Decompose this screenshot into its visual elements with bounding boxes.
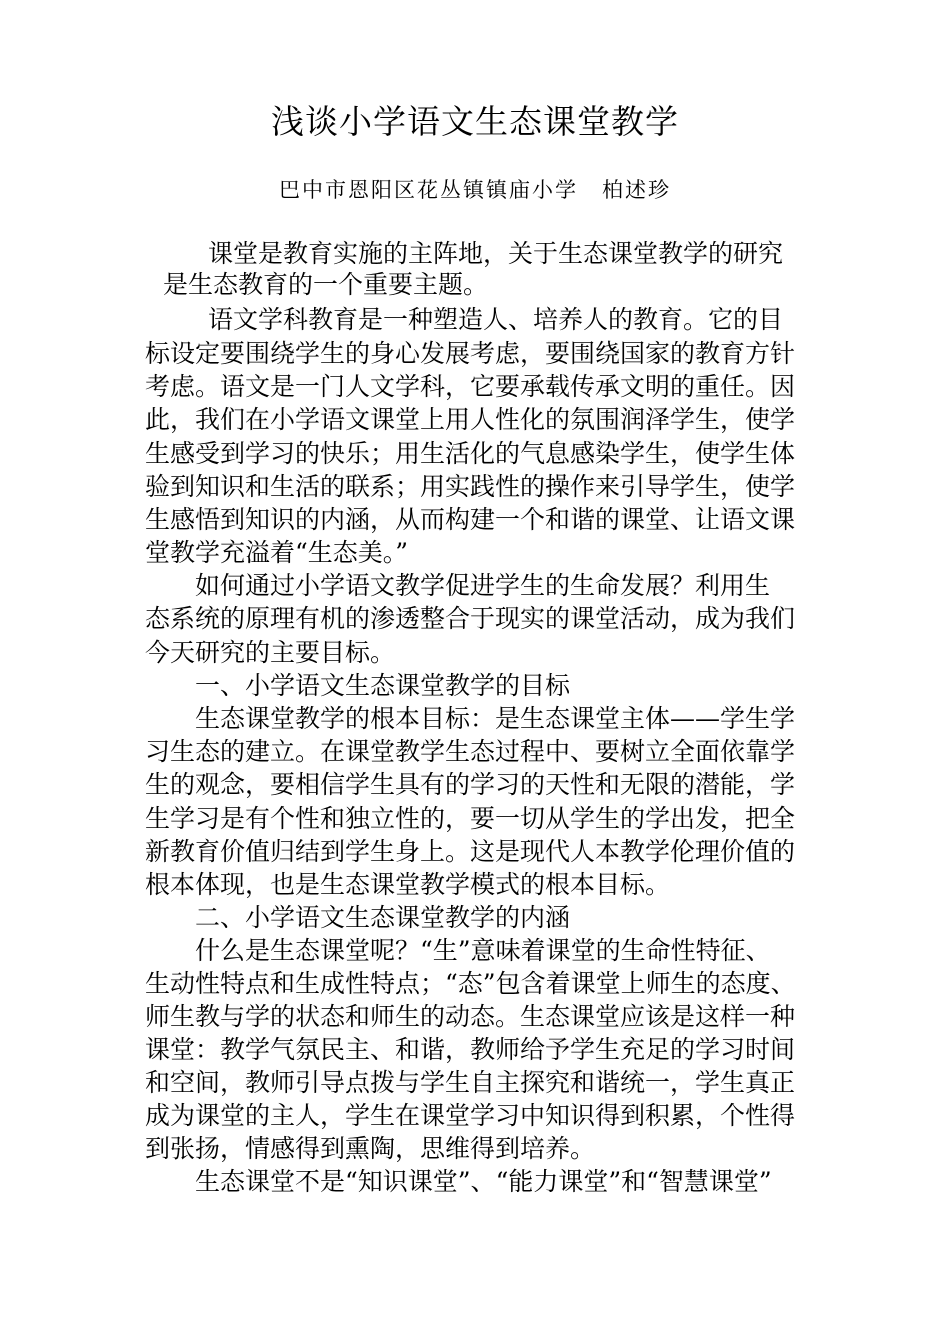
paragraph-line: 根本体现，也是生态课堂教学模式的根本目标。 bbox=[145, 870, 671, 899]
paragraph-line: 态系统的原理有机的渗透整合于现实的课堂活动，成为我们 bbox=[145, 604, 796, 633]
paragraph-line: 生学习是有个性和独立性的，要一切从学生的学出发，把全 bbox=[145, 804, 796, 833]
paragraph-line: 验到知识和生活的联系；用实践性的操作来引导学生，使学 bbox=[145, 472, 796, 501]
paragraph-line: 习生态的建立。在课堂教学生态过程中、要树立全面依靠学 bbox=[145, 737, 796, 766]
paragraph-line: 课堂：教学气氛民主、和谐，教师给予学生充足的学习时间 bbox=[145, 1035, 796, 1064]
paragraph-line: 新教育价值归结到学生身上。这是现代人本教学伦理价值的 bbox=[145, 837, 796, 866]
paragraph-line: 师生教与学的状态和师生的动态。生态课堂应该是这样一种 bbox=[145, 1002, 796, 1031]
author-line bbox=[0, 175, 950, 205]
paragraph-line: 生的观念，要相信学生具有的学习的天性和无限的潜能，学 bbox=[145, 770, 796, 799]
author-affiliation: 巴中市恩阳区花丛镇镇庙小学 bbox=[279, 178, 578, 202]
paragraph-line: 生动性特点和生成性特点；“态”包含着课堂上师生的态度、 bbox=[145, 969, 796, 998]
paragraph-line: 此，我们在小学语文课堂上用人性化的氛围润泽学生，使学 bbox=[145, 405, 796, 434]
paragraph-line: 语文学科教育是一种塑造人、培养人的教育。它的目 bbox=[208, 305, 784, 334]
paragraph-line: 是生态教育的一个重要主题。 bbox=[163, 270, 489, 299]
paragraph-line: 堂教学充溢着“生态美。” bbox=[145, 538, 409, 567]
paragraph-line: 如何通过小学语文教学促进学生的生命发展？利用生 bbox=[195, 571, 771, 600]
paragraph-line: 课堂是教育实施的主阵地，关于生态课堂教学的研究 bbox=[208, 239, 784, 268]
paragraph-line: 生态课堂不是“知识课堂”、“能力课堂”和“智慧课堂” bbox=[195, 1167, 772, 1196]
paragraph-line: 生感悟到知识的内涵，从而构建一个和谐的课堂、让语文课 bbox=[145, 505, 796, 534]
paragraph-line: 什么是生态课堂呢？“生”意味着课堂的生命性特征、 bbox=[195, 936, 771, 965]
section-heading: 二、小学语文生态课堂教学的内涵 bbox=[195, 903, 571, 932]
paragraph-line: 生感受到学习的快乐；用生活化的气息感染学生，使学生体 bbox=[145, 439, 796, 468]
paragraph-line: 标设定要围绕学生的身心发展考虑，要围绕国家的教育方针 bbox=[145, 339, 796, 368]
author-name: 柏述珍 bbox=[602, 178, 671, 202]
document-title: 浅谈小学语文生态课堂教学 bbox=[271, 102, 679, 141]
paragraph-line: 今天研究的主要目标。 bbox=[145, 638, 396, 667]
paragraph-line: 到张扬，情感得到熏陶，思维得到培养。 bbox=[145, 1134, 596, 1163]
paragraph-line: 和空间，教师引导点拨与学生自主探究和谐统一，学生真正 bbox=[145, 1068, 796, 1097]
paragraph-line: 生态课堂教学的根本目标：是生态课堂主体——学生学 bbox=[195, 704, 796, 733]
section-heading: 一、小学语文生态课堂教学的目标 bbox=[195, 671, 571, 700]
paragraph-line: 考虑。语文是一门人文学科，它要承载传承文明的重任。因 bbox=[145, 372, 796, 401]
paragraph-line: 成为课堂的主人，学生在课堂学习中知识得到积累，个性得 bbox=[145, 1101, 796, 1130]
